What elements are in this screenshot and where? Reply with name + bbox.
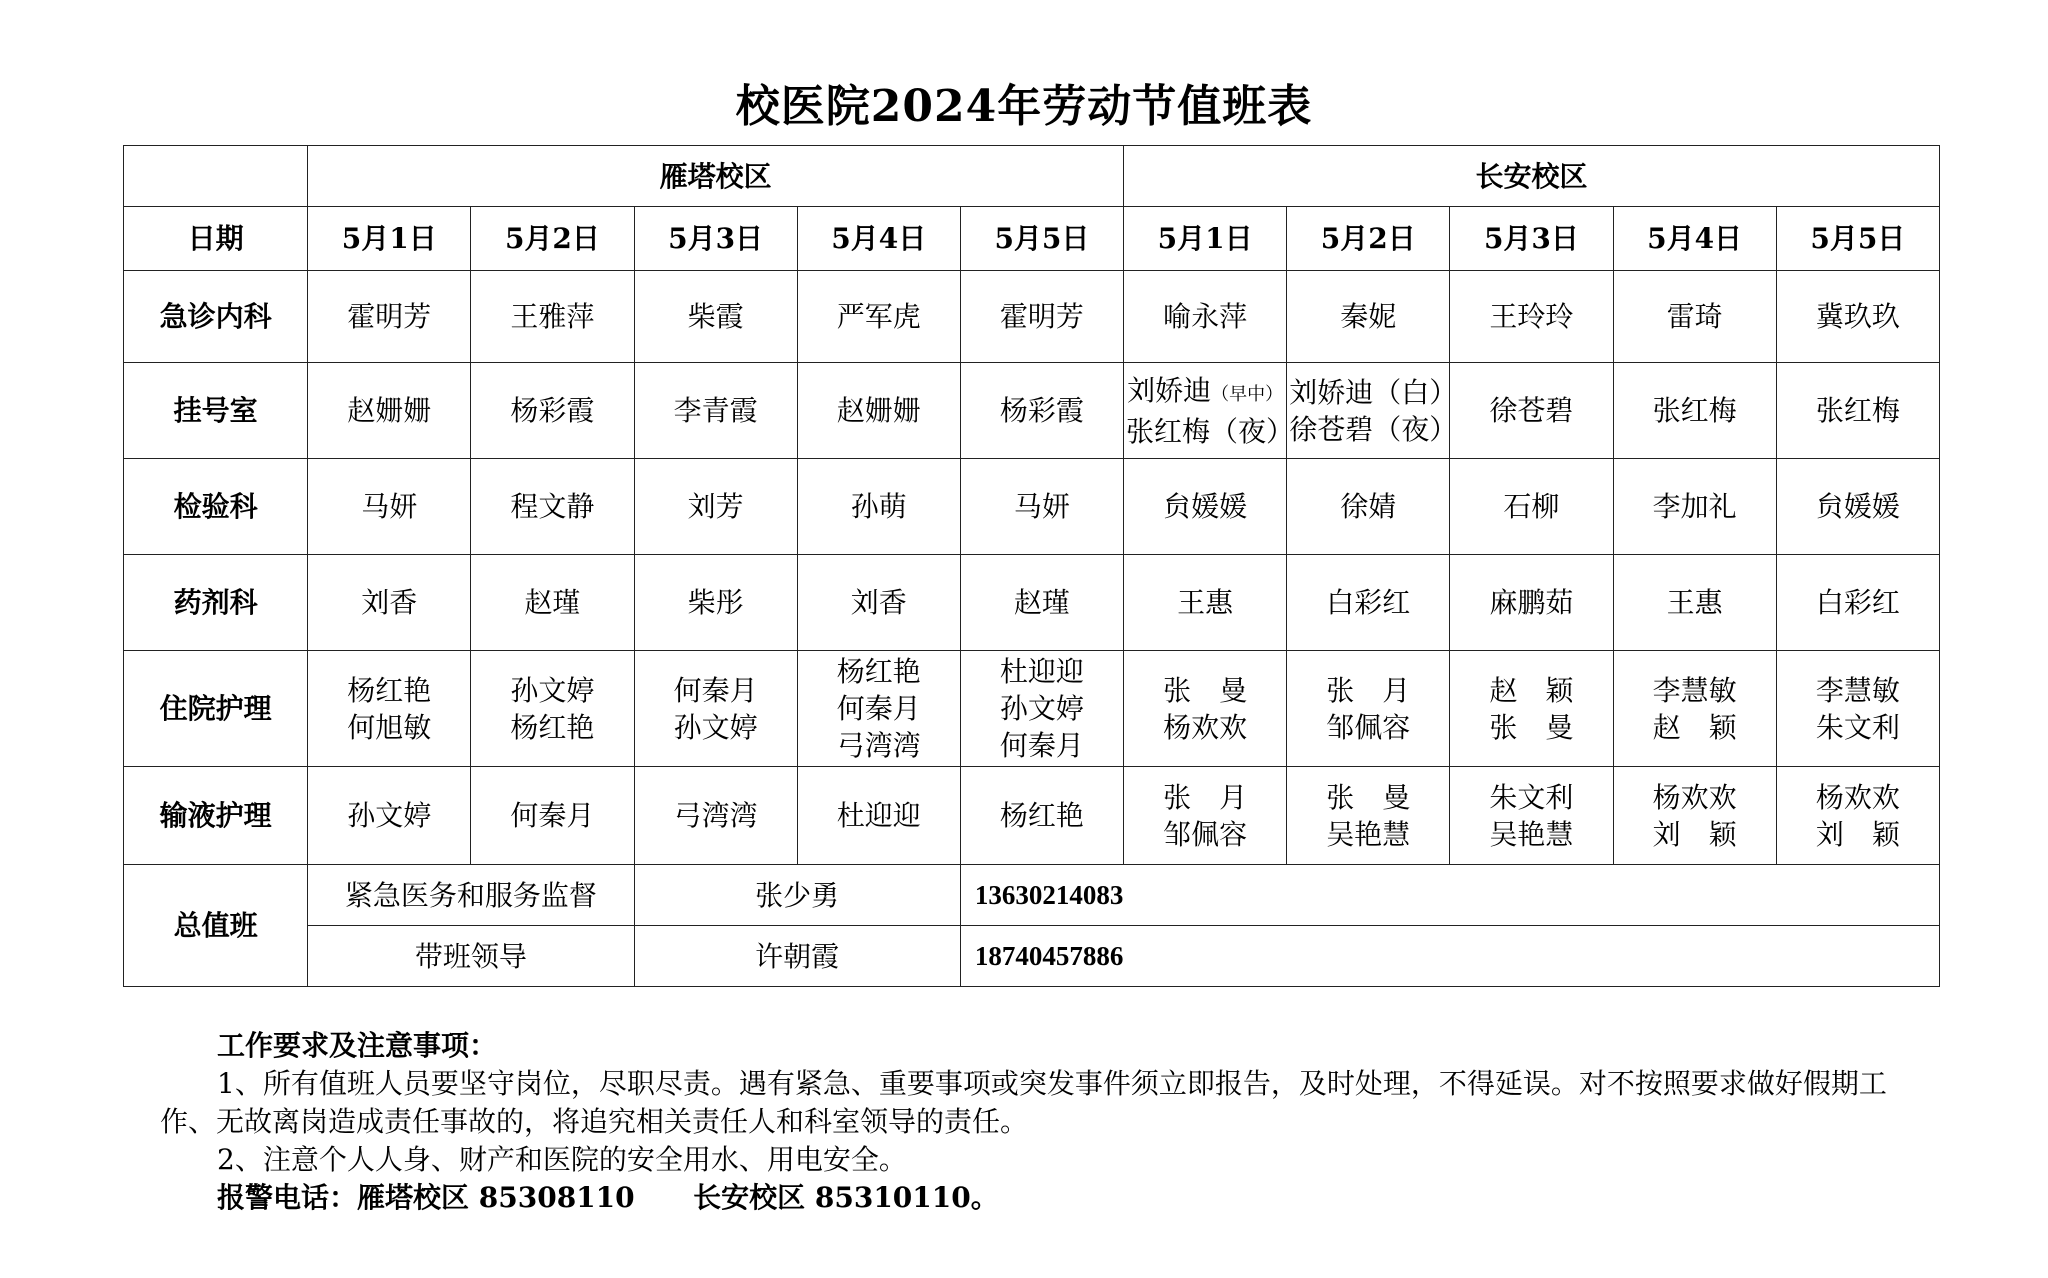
general-duty-label: 总值班 [124,865,308,987]
staff-name [1289,816,1447,853]
date-header-cell: 5月3日 [634,207,797,271]
duty-cell [471,459,634,555]
staff-name [1616,672,1774,709]
duty-cell [308,767,471,865]
date-header-cell: 5月5日 [960,207,1123,271]
staff-name [473,797,631,834]
duty-cell [471,363,634,459]
notes-heading: 工作要求及注意事项： [217,1029,498,1062]
shift-note: （早中） [1211,383,1284,405]
staff-name [637,488,795,525]
duty-cell [634,271,797,363]
general-duty-row [124,926,1940,987]
staff-name-text: 徐苍碧 [1489,394,1574,427]
staff-name-text: 杨彩霞 [999,394,1084,427]
staff-name [1126,779,1284,816]
staff-name-text: 冀玖玖 [1815,300,1900,333]
staff-name [1616,709,1774,746]
duty-role: 带班领导 [308,926,634,987]
staff-name-text: 杨红艳 [999,799,1084,832]
staff-name [1452,709,1610,746]
duty-cell [960,459,1123,555]
staff-name-text: 刘香 [361,586,418,619]
staff-name [1126,488,1284,525]
staff-name-text: 邹佩容 [1163,817,1248,851]
duty-cell [1287,459,1450,555]
staff-name-text: 吴艳慧 [1326,817,1411,851]
department-name: 住院护理 [124,651,308,767]
staff-name [473,392,631,429]
staff-name-text: 李加礼 [1652,490,1737,523]
staff-name [1126,709,1284,746]
staff-name-text: 赵姗姗 [347,394,432,427]
staff-name [637,672,795,709]
duty-cell [1124,459,1287,555]
staff-name [310,672,468,709]
duty-table [123,145,1940,987]
duty-cell [1613,459,1776,555]
duty-cell [1450,767,1613,865]
staff-name [1126,584,1284,621]
staff-name [310,797,468,834]
staff-name-text: 白彩红 [1326,586,1411,619]
staff-name-text: 程文静 [510,490,595,523]
staff-name-text: 张红梅 [1652,394,1737,427]
staff-name [1616,584,1774,621]
staff-name-text: 杨欢欢 [1163,710,1248,744]
duty-person: 张少勇 [634,865,960,926]
department-row [124,363,1940,459]
duty-cell [1287,271,1450,363]
staff-name-text: 徐婧 [1340,490,1397,523]
staff-name [1616,392,1774,429]
staff-name [1779,709,1937,746]
staff-name [963,690,1121,727]
staff-name-text: 马妍 [1013,490,1070,523]
staff-name-text: 吴艳慧 [1489,817,1574,851]
duty-cell [471,271,634,363]
campus-changan: 长安校区 [1124,146,1940,207]
staff-name [1126,413,1295,450]
staff-name [800,392,958,429]
staff-name [1289,298,1447,335]
staff-name [310,392,468,429]
duty-cell [1124,767,1287,865]
duty-cell [960,767,1123,865]
staff-name-text: 刘娇迪（白） [1289,375,1458,409]
duty-cell [1450,555,1613,651]
staff-name [800,727,958,764]
duty-cell [471,767,634,865]
staff-name [1616,779,1774,816]
staff-name-text: 孙文婷 [510,673,595,707]
staff-name-text: 柴彤 [687,586,744,619]
staff-name-text: 刘芳 [687,490,744,523]
staff-name [1289,411,1458,448]
staff-name-text: 严军虎 [836,300,921,333]
duty-cell [960,363,1123,459]
duty-cell [634,363,797,459]
staff-name [310,709,468,746]
campus-header-row [124,146,1940,207]
duty-cell [308,271,471,363]
staff-name [1126,298,1284,335]
staff-name-text: 弓湾湾 [673,799,758,832]
staff-name-text: 朱文利 [1815,710,1900,744]
duty-cell [1613,271,1776,363]
date-header-cell: 5月5日 [1776,207,1939,271]
date-label: 日期 [124,207,308,271]
duty-cell [471,651,634,767]
duty-cell [1450,459,1613,555]
staff-name [1452,672,1610,709]
duty-cell [797,363,960,459]
staff-name-text: 杨彩霞 [510,394,595,427]
staff-name [1126,672,1284,709]
staff-name [1779,584,1937,621]
staff-name-text: 孙文婷 [999,692,1084,725]
duty-cell [1613,363,1776,459]
staff-name [963,653,1121,690]
staff-name [963,797,1121,834]
staff-name-text: 张 月 [1326,673,1411,707]
staff-name-text: 张 曼 [1326,780,1411,814]
duty-cell [1776,271,1939,363]
staff-name-text: 王惠 [1666,586,1723,619]
staff-name-text: 李慧敏 [1652,673,1737,707]
staff-name [1289,374,1458,411]
staff-name [1616,298,1774,335]
duty-cell [308,459,471,555]
staff-name-text: 霍明芳 [347,300,432,333]
staff-name [637,392,795,429]
duty-cell [308,555,471,651]
staff-name [1779,816,1937,853]
duty-cell [1124,555,1287,651]
duty-cell [1776,651,1939,767]
staff-name-text: 孙文婷 [673,710,758,744]
staff-name-text: 王玲玲 [1489,300,1574,333]
staff-name-text: 张红梅（夜） [1126,414,1295,448]
staff-name [800,488,958,525]
duty-cell [1613,767,1776,865]
staff-name-text: 刘 颖 [1815,817,1900,851]
staff-name [1289,584,1447,621]
notes-section [160,1027,1920,1217]
staff-name [637,298,795,335]
staff-name [1616,816,1774,853]
staff-name [637,584,795,621]
staff-name [1452,816,1610,853]
staff-name [310,298,468,335]
alarm-line [160,1179,1920,1217]
department-row [124,555,1940,651]
duty-cell [1287,363,1458,459]
duty-cell [308,363,471,459]
department-row [124,271,1940,363]
duty-cell [960,555,1123,651]
department-name: 急诊内科 [124,271,308,363]
staff-name-text: 贠媛媛 [1163,490,1248,523]
staff-name-text: 刘娇迪 [1127,373,1212,407]
duty-cell [1287,767,1450,865]
department-row [124,651,1940,767]
staff-name [637,797,795,834]
staff-name-text: 石柳 [1503,490,1560,523]
date-header-cell: 5月4日 [1613,207,1776,271]
staff-name [473,672,631,709]
staff-name [473,298,631,335]
date-row [124,207,1940,271]
staff-name-text: 杨红艳 [510,710,595,744]
staff-name [473,709,631,746]
staff-name-text: 何秦月 [836,692,921,725]
staff-name-text: 杨红艳 [347,673,432,707]
department-name: 挂号室 [124,363,308,459]
staff-name [1452,488,1610,525]
duty-cell [1450,363,1613,459]
duty-cell [797,271,960,363]
duty-cell [308,651,471,767]
staff-name [1126,372,1284,413]
date-header-cell: 5月4日 [797,207,960,271]
duty-cell [797,651,960,767]
duty-cell [1287,555,1450,651]
duty-role: 紧急医务和服务监督 [308,865,634,926]
staff-name [1452,392,1610,429]
staff-name [473,488,631,525]
duty-cell [634,651,797,767]
page-title: 校医院2024年劳动节值班表 [735,81,1313,132]
staff-name-text: 赵 颖 [1489,673,1574,707]
staff-name [963,298,1121,335]
staff-name-text: 赵瑾 [524,586,581,619]
staff-name [473,584,631,621]
corner-cell [124,146,308,207]
staff-name-text: 贠媛媛 [1815,490,1900,523]
staff-name-text: 杜迎迎 [999,655,1084,688]
duty-cell [1124,651,1287,767]
staff-name-text: 张 月 [1163,780,1248,814]
staff-name [800,653,958,690]
staff-name [1452,584,1610,621]
staff-name-text: 秦妮 [1340,300,1397,333]
campus-yanta: 雁塔校区 [308,146,1124,207]
staff-name-text: 赵 颖 [1652,710,1737,744]
department-name: 检验科 [124,459,308,555]
staff-name-text: 白彩红 [1815,586,1900,619]
staff-name-text: 杨欢欢 [1652,780,1737,814]
duty-cell [1776,363,1939,459]
staff-name-text: 张 曼 [1489,710,1574,744]
general-duty-row [124,865,1940,926]
staff-name-text: 王惠 [1177,586,1234,619]
staff-name-text: 李青霞 [673,394,758,427]
staff-name-text: 雷琦 [1666,300,1723,333]
staff-name-text: 王雅萍 [510,300,595,333]
note-item-1: 1、所有值班人员要坚守岗位，尽职尽责。遇有紧急、重要事项或突发事件须立即报告，及时处理，不得延误。对不按照要求做好假期工作、无故离岗造成责任事故的，将追究相关责任人和科室领导的责任。 [160,1067,1887,1138]
duty-cell [1124,271,1287,363]
staff-name-text: 马妍 [361,490,418,523]
duty-cell [1613,651,1776,767]
staff-name [800,690,958,727]
staff-name-text: 弓湾湾 [836,729,921,762]
staff-name-text: 霍明芳 [999,300,1084,333]
staff-name-text: 何秦月 [510,799,595,832]
date-header-cell: 5月2日 [1287,207,1450,271]
note-item-2: 2、注意个人人身、财产和医院的安全用水、用电安全。 [217,1143,907,1176]
staff-name [1289,779,1447,816]
department-name: 药剂科 [124,555,308,651]
staff-name-text: 柴霞 [687,300,744,333]
alarm-label: 报警电话： [217,1181,358,1214]
duty-cell [471,555,634,651]
staff-name [1779,488,1937,525]
staff-name-text: 麻鹏茹 [1489,586,1574,619]
staff-name [963,488,1121,525]
duty-cell [797,555,960,651]
date-header-cell: 5月2日 [471,207,634,271]
staff-name [800,584,958,621]
date-header-cell: 5月1日 [1124,207,1287,271]
department-name: 输液护理 [124,767,308,865]
staff-name [963,727,1121,764]
staff-name-text: 杨红艳 [836,655,921,688]
staff-name-text: 朱文利 [1489,780,1574,814]
staff-name-text: 张红梅 [1815,394,1900,427]
staff-name [1289,488,1447,525]
staff-name-text: 何秦月 [673,673,758,707]
duty-cell [634,459,797,555]
staff-name-text: 喻永萍 [1163,300,1248,333]
staff-name [1289,709,1447,746]
duty-cell [1450,651,1613,767]
duty-cell [634,555,797,651]
staff-name [310,488,468,525]
staff-name [1126,816,1284,853]
staff-name-text: 邹佩容 [1326,710,1411,744]
staff-name-text: 张 曼 [1163,673,1248,707]
staff-name-text: 何旭敏 [347,710,432,744]
duty-cell [797,459,960,555]
staff-name-text: 赵姗姗 [836,394,921,427]
duty-cell [1287,651,1450,767]
staff-name [1779,672,1937,709]
staff-name [1452,298,1610,335]
staff-name [1779,298,1937,335]
staff-name-text: 刘 颖 [1652,817,1737,851]
duty-cell [634,767,797,865]
staff-name [1289,672,1447,709]
staff-name-text: 杨欢欢 [1815,780,1900,814]
duty-cell [1124,363,1295,459]
staff-name-text: 孙萌 [850,490,907,523]
staff-name [800,797,958,834]
staff-name [1779,392,1937,429]
duty-cell [1776,767,1939,865]
staff-name-text: 杜迎迎 [836,799,921,832]
alarm-changan: 长安校区 85310110。 [693,1181,999,1214]
alarm-yanta: 雁塔校区 85308110 [357,1181,635,1214]
staff-name-text: 孙文婷 [347,799,432,832]
staff-name-text: 李慧敏 [1815,673,1900,707]
duty-cell [797,767,960,865]
staff-name [963,392,1121,429]
staff-name [1452,779,1610,816]
duty-cell [1613,555,1776,651]
staff-name [310,584,468,621]
duty-cell [1776,459,1939,555]
duty-cell [960,271,1123,363]
staff-name [637,709,795,746]
duty-person: 许朝霞 [634,926,960,987]
duty-cell [960,651,1123,767]
staff-name [800,298,958,335]
department-row [124,459,1940,555]
staff-name [1616,488,1774,525]
staff-name [1779,779,1937,816]
staff-name-text: 何秦月 [999,729,1084,762]
date-header-cell: 5月1日 [308,207,471,271]
staff-name [963,584,1121,621]
staff-name-text: 赵瑾 [1013,586,1070,619]
duty-phone: 13630214083 [960,865,1939,926]
staff-name-text: 徐苍碧（夜） [1289,412,1458,446]
date-header-cell: 5月3日 [1450,207,1613,271]
department-row [124,767,1940,865]
duty-cell [1776,555,1939,651]
staff-name-text: 刘香 [850,586,907,619]
duty-phone: 18740457886 [960,926,1939,987]
duty-cell [1450,271,1613,363]
